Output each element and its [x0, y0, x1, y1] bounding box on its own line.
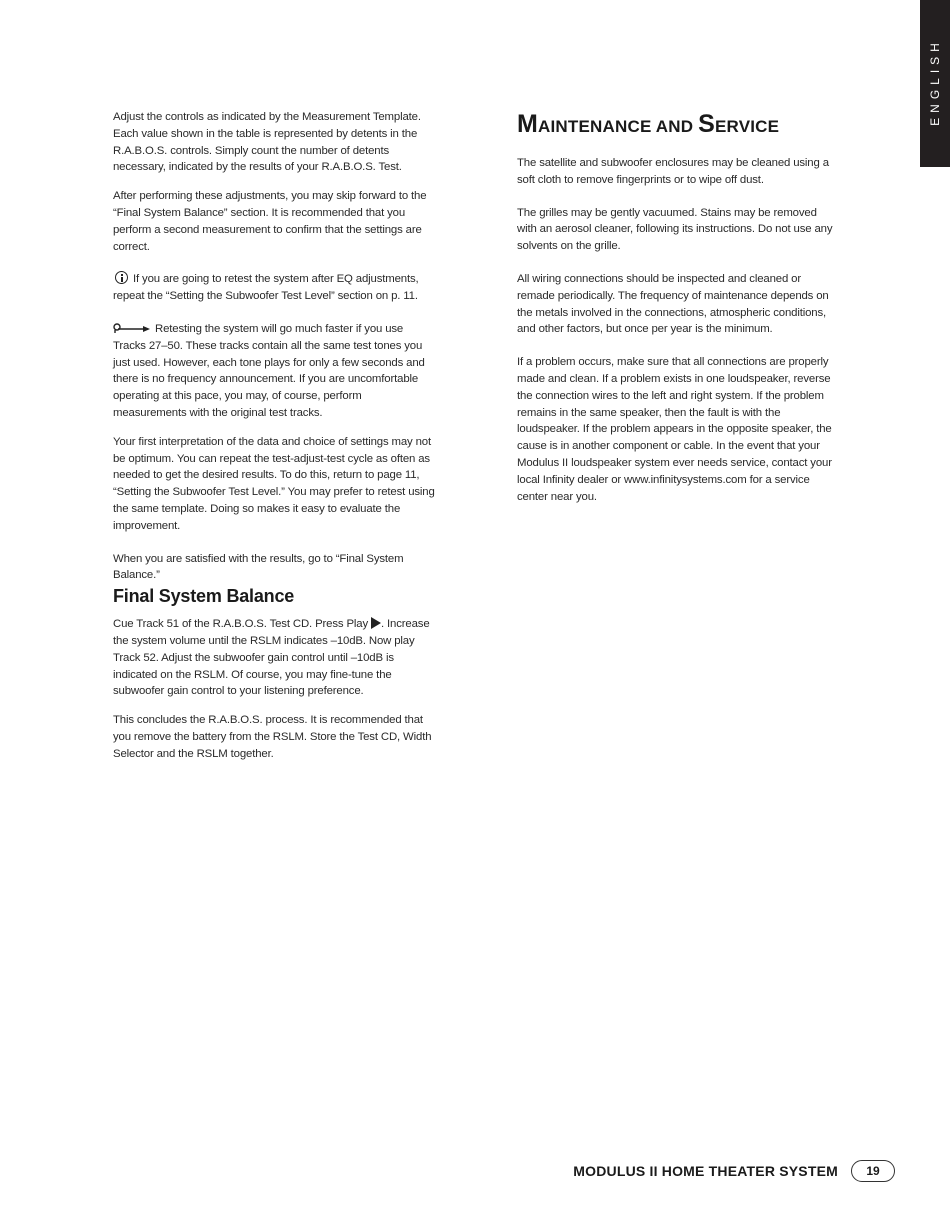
language-tab-label: ENGLISH — [928, 38, 942, 126]
note-retest-text: If you are going to retest the system after EQ adjustments, repeat the “Setting the Subwoofer Test Level” section on p. 11. — [113, 273, 419, 303]
paragraph-problem: If a problem occurs, make sure that all connections are properly made and clean. If a problem exists in one loudspeaker, reverse the connection wires to the left and right system. If the problem remains in the same speaker, then the fault is with the loudspeaker. If the problem appears in the opposite speaker, the cause is in another component or cable. In the event that your Modulus II loudspeaker system ever needs service, contact your local Infinity dealer or www.infinitysystems.com for a service center near you. — [517, 356, 832, 503]
play-icon — [370, 617, 381, 629]
cue-track-text-b: . Increase the system volume until the RSLM indicates –10dB. Now play Track 52. Adjust the subwoofer gain control until –10dB is indicated on the RSLM. Of course, you may fine-tune the subwoofer gain control to your listening preference. — [113, 618, 430, 698]
paragraph-interpretation: Your first interpretation of the data and choice of settings may not be optimum. You can repeat the test-adjust-test cycle as often as needed to get the desired results. To do this, return to page 11, “Setting the Subwoofer Test Level.” You may prefer to retest using the same template. Doing so makes it easy to evaluate the improvement. — [113, 435, 435, 532]
tip-retesting — [113, 321, 435, 422]
info-icon — [115, 271, 128, 284]
footer-product-title: MODULUS II HOME THEATER SYSTEM — [573, 1163, 838, 1179]
section-heading-maintenance — [517, 109, 835, 142]
paragraph-skip-forward: After performing these adjustments, you may skip forward to the “Final System Balance” section. It is recommended that you perform a second measurement to confirm that the settings are correct. — [113, 190, 427, 253]
cue-track-text-a: Cue Track 51 of the R.A.B.O.S. Test CD. Press Play — [113, 618, 369, 631]
heading-word-service: ERVICE — [715, 117, 780, 136]
paragraph-grilles: The grilles may be gently vacuumed. Stains may be removed with an aerosol cleaner, following its instructions. Do not use any solvents on the grille. — [517, 206, 833, 253]
paragraph-enclosures: The satellite and subwoofer enclosures may be cleaned using a soft cloth to remove fingerprints or to wipe off dust. — [517, 157, 829, 186]
section-heading-final-balance: Final System Balance — [113, 586, 295, 607]
language-tab — [920, 0, 950, 167]
left-column — [113, 109, 435, 763]
heading-word-maintenance: AINTENANCE AND — [538, 117, 694, 136]
page-number-badge: 19 — [851, 1160, 895, 1182]
paragraph-wiring: All wiring connections should be inspected and cleaned or remade periodically. The frequency of maintenance depends on the metals involved in the connections, atmospheric conditions, and other factors, but once per year is the minimum. — [517, 272, 829, 336]
right-column — [517, 109, 835, 505]
paragraph-concludes: This concludes the R.A.B.O.S. process. It is recommended that you remove the battery from the RSLM. Store the Test CD, Width Selector and the RSLM together. — [113, 714, 432, 760]
paragraph-satisfied: When you are satisfied with the results, go to “Final System Balance.” — [113, 552, 404, 582]
key-icon — [113, 323, 151, 334]
heading-initial-s: S — [698, 110, 716, 138]
heading-initial-m: M — [517, 110, 539, 138]
tip-retesting-text: Retesting the system will go much faster if you use Tracks 27–50. These tracks contain all the same test tones you just used. However, each tone plays for only a few seconds and there is no frequency announcement. If you are uncomfortable operating at this pace, you may, of course, perform measurements with the original test tracks. — [113, 322, 425, 419]
paragraph-adjust-controls: Adjust the controls as indicated by the Measurement Template. Each value shown in the table is represented by detents in the R.A.B.O.S. controls. Simply count the number of detents necessary, indicated by the results of your R.A.B.O.S. Test. — [113, 111, 421, 174]
note-retest — [113, 271, 435, 305]
paragraph-cue-track — [113, 616, 435, 700]
